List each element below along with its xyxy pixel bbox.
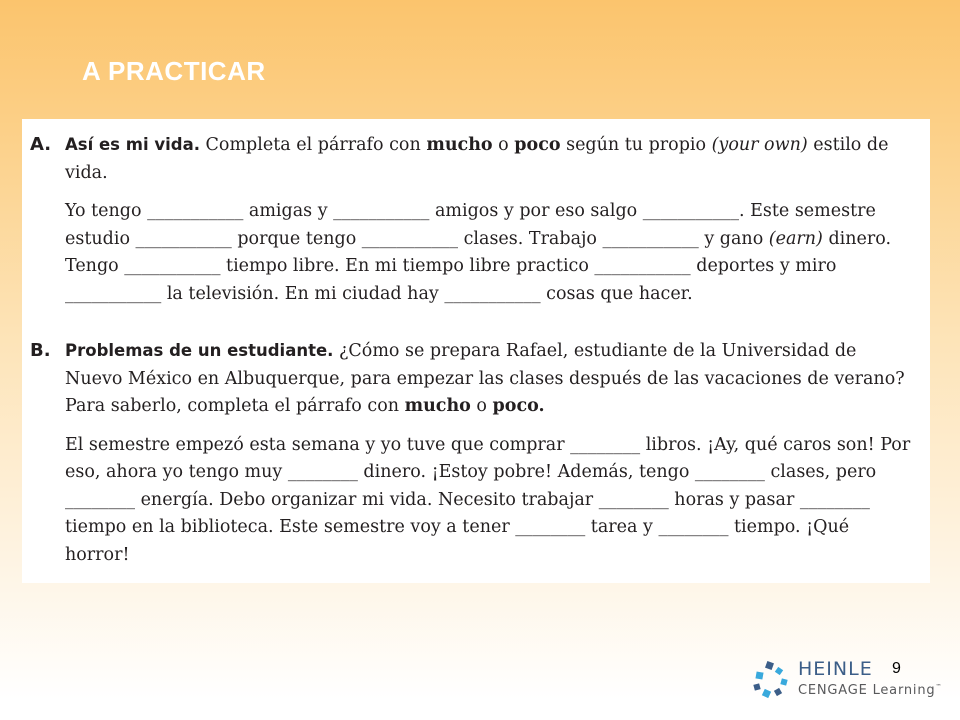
page-number: 9 <box>892 660 901 677</box>
instr-text: o <box>492 135 515 155</box>
exercise-a-letter: A. <box>30 134 52 155</box>
exercise-panel <box>22 119 930 583</box>
logo-cengage-text <box>798 683 942 698</box>
instr-bold-poco: poco <box>514 135 561 155</box>
logo-heinle-text: HEINLE <box>798 658 873 680</box>
instr-text: estilo de vida. <box>65 135 889 183</box>
exercise-b-heading: Problemas de un estudiante. <box>65 341 334 360</box>
exercise-b <box>22 337 930 569</box>
exercise-b-body <box>65 337 911 569</box>
logo-cengage-label: CENGAGE Learning <box>798 683 936 698</box>
exercise-b-paragraph: El semestre empezó esta semana y yo tuve que comprar ________ libros. ¡Ay, qué caros son! Por eso, ahora yo tengo muy ________ dinero. ¡Estoy pobre! Además, tengo ________ clases, pero ________ energía. Debo organizar mi vida. Necesito trabajar ________ horas y pasar ________ tiempo en la biblioteca. Este semestre voy a tener ________ tarea y ________ tiempo. ¡Qué horror! <box>65 434 911 565</box>
instr-text: Completa el párrafo con <box>199 135 427 155</box>
exercise-a-paragraph <box>65 198 911 308</box>
exercise-a-heading: Así es mi vida. <box>65 135 200 154</box>
trademark-symbol: ™ <box>935 683 943 691</box>
instr-text: o <box>470 396 493 416</box>
slide-title: A PRACTICAR <box>82 56 266 86</box>
paragraph-text: dinero. Tengo ___________ tiempo libre. En mi tiempo libre practico ___________ deportes y miro ___________ la televisión. En mi ciudad hay ___________ cosas que hacer. <box>65 228 892 304</box>
instr-bold-poco: poco. <box>492 396 545 416</box>
exercise-a-body <box>65 131 911 308</box>
instr-bold-mucho: mucho <box>426 135 493 155</box>
heinle-cengage-logo <box>752 656 952 706</box>
instr-bold-mucho: mucho <box>404 396 471 416</box>
paragraph-text: Yo tengo ___________ amigas y ___________ amigos y por eso salgo ___________. Este semestre estudio ___________ porque tengo ___________ clases. Trabajo ___________ y gano <box>65 201 876 249</box>
instr-italic: (your own) <box>711 135 808 155</box>
exercise-b-letter: B. <box>30 340 51 361</box>
cengage-logo-icon <box>752 660 790 700</box>
paragraph-italic: (earn) <box>768 228 823 249</box>
exercise-b-instructions <box>65 337 911 421</box>
instr-text: según tu propio <box>560 135 712 155</box>
instr-text: ¿Cómo se prepara Rafael, estudiante de la Universidad de Nuevo México en Albuquerque, para empezar las clases después de las vacaciones de verano? Para saberlo, completa el párrafo con <box>65 341 905 416</box>
exercise-a <box>22 131 930 308</box>
exercise-a-instructions <box>65 131 911 187</box>
